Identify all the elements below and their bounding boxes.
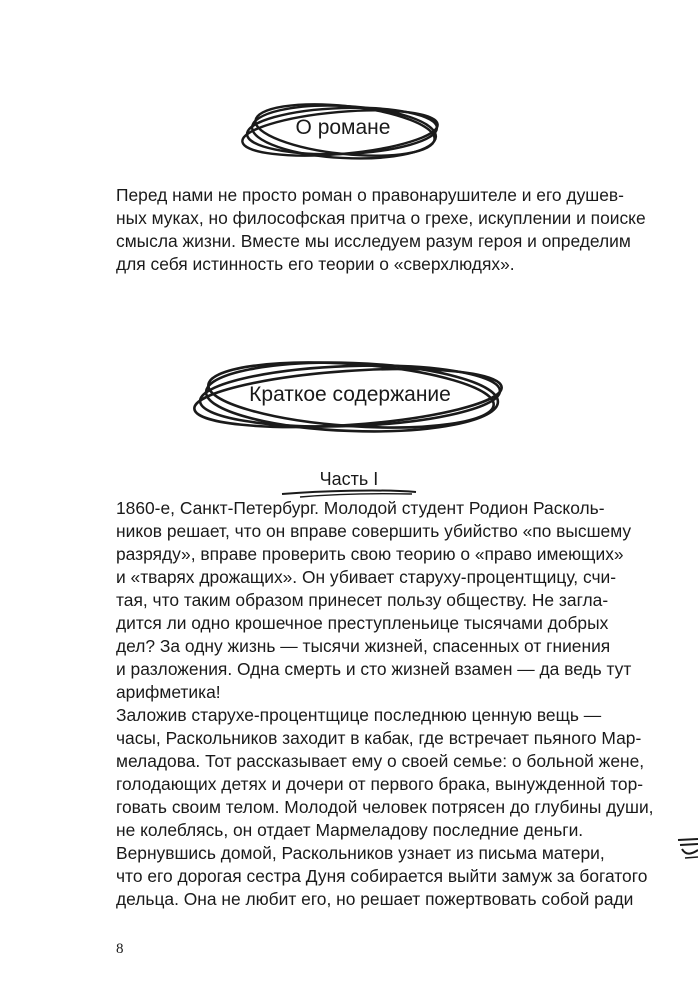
about-line: Перед нами не просто роман о правонарушителе и его душев- <box>116 185 624 205</box>
summary-line: тая, что таким образом принесет пользу обществу. Не загла- <box>116 590 609 610</box>
summary-line: 1860-е, Санкт-Петербург. Молодой студент Родион Расколь- <box>116 498 605 518</box>
summary-line: меладова. Тот рассказывает ему о своей семье: о больной жене, <box>116 751 645 771</box>
heading-about <box>0 100 698 170</box>
summary-paragraph-1 <box>116 497 632 704</box>
summary-line: Вернувшись домой, Раскольников узнает из письма матери, <box>116 843 605 863</box>
summary-line: Заложив старухе-процентщице последнюю ценную вещь — <box>116 705 602 725</box>
summary-line: дел? За одну жизнь — тысячи жизней, спасенных от гниения <box>116 636 611 656</box>
summary-line: разряду», вправе проверить свою теорию о «право имеющих» <box>116 544 624 564</box>
summary-paragraph-3 <box>116 842 648 911</box>
edge-ornament-icon <box>676 836 698 864</box>
about-line: для себя истинность его теории о «сверхлюдях». <box>116 254 515 274</box>
summary-line: дится ли одно крошечное преступленьице тысячами добрых <box>116 613 609 633</box>
summary-line: арифметика! <box>116 682 221 702</box>
summary-line: голодающих детях и дочери от первого брака, вынужденной тор- <box>116 774 644 794</box>
summary-line: говать своим телом. Молодой человек потрясен до глубины души, <box>116 797 654 817</box>
about-paragraph <box>116 184 646 276</box>
heading-about-title: О романе <box>295 116 391 139</box>
summary-line: и разложения. Одна смерть и сто жизней взамен — да ведь тут <box>116 659 632 679</box>
summary-line: дельца. Она не любит его, но решает пожертвовать собой ради <box>116 889 634 909</box>
summary-line: не колеблясь, он отдает Мармеладову последние деньги. <box>116 820 584 840</box>
summary-line: и «тварях дрожащих». Он убивает старуху-процентщицу, счи- <box>116 567 617 587</box>
about-line: ных муках, но философская притча о грехе, искуплении и поиске <box>116 208 646 228</box>
summary-line: что его дорогая сестра Дуня собирается выйти замуж за богатого <box>116 866 648 886</box>
summary-paragraph-2 <box>116 704 654 842</box>
summary-line: ников решает, что он вправе совершить убийство «по высшему <box>116 521 632 541</box>
summary-line: часы, Раскольников заходит в кабак, где встречает пьяного Мар- <box>116 728 642 748</box>
part-title-text: Часть I <box>319 469 379 489</box>
about-line: смысла жизни. Вместе мы исследуем разум героя и определим <box>116 231 631 251</box>
page-number: 8 <box>116 941 124 957</box>
heading-summary <box>0 356 698 440</box>
heading-summary-title: Краткое содержание <box>249 383 451 406</box>
